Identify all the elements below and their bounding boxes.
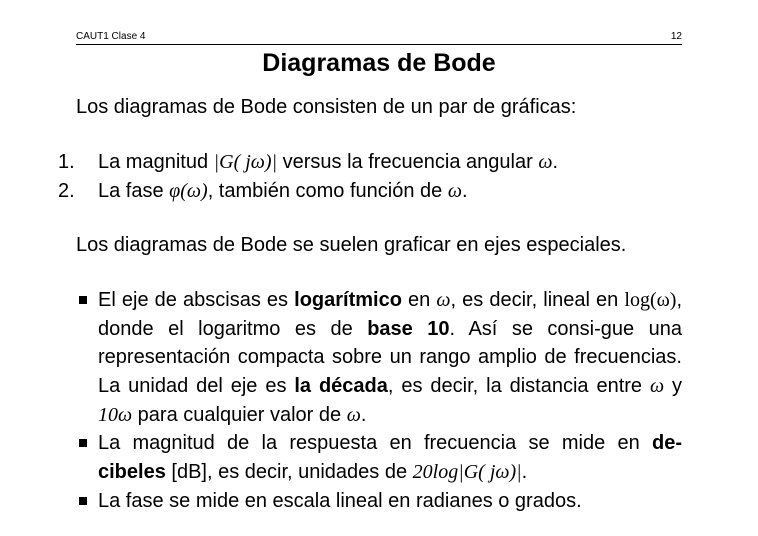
axes-paragraph: Los diagramas de Bode se suelen graficar en ejes especiales. — [76, 234, 627, 256]
bullet-1-text-c: , es decir, lineal en — [450, 289, 625, 311]
bullet-1-math-log: log(ω) — [624, 289, 677, 311]
item-2-math-phase: φ(ω) — [169, 180, 208, 202]
item-2-text-c: . — [461, 180, 468, 202]
bullet-1-text-f: , es decir, la distancia entre — [387, 375, 650, 398]
item-1-text-c: . — [552, 151, 559, 173]
bullet-3: La fase se mide en escala lineal en radianes o grados. — [98, 490, 582, 512]
slide-title: Diagramas de Bode — [262, 49, 496, 77]
bullet-1-text-b: en — [401, 289, 437, 311]
bullet-1-text-e: . Así se consi-gue una representación compacta sobre un rango amplio de frecuencias. La unidad del eje es — [98, 317, 682, 398]
item-1-math-omega: ω — [538, 151, 553, 173]
item-1-text-a: La magnitud — [98, 151, 214, 173]
bullet-1-bold-base: base 10 — [367, 317, 450, 340]
bullet-square-icon — [79, 439, 87, 447]
item-2-math-omega: ω — [447, 180, 462, 202]
bullet-1-text-g: y — [664, 375, 682, 398]
bullet-square-icon — [79, 296, 87, 304]
bullet-1-math-omega-2: ω — [649, 375, 665, 398]
bullet-1-math-omega: ω — [436, 289, 451, 311]
bullet-1-bold-log: logarítmico — [294, 289, 402, 311]
bullet-1-text-a: El eje de abscisas es — [98, 289, 295, 311]
item-2-text-a: La fase — [98, 180, 170, 202]
bullet-2-bold-decibels: de-cibeles — [98, 432, 682, 483]
bullet-1-math-10omega: 10ω — [98, 403, 133, 426]
item-2-number: 2. — [58, 180, 75, 202]
item-1-text-b: versus la frecuencia angular — [277, 151, 539, 173]
bullet-1-text-d: , donde el logaritmo es de — [98, 289, 683, 340]
bullet-2-text-a: La magnitud de la respuesta en frecuencia se mide en — [98, 432, 652, 454]
intro-text: Los diagramas de Bode consisten de un par de gráficas: — [76, 96, 577, 118]
bullet-1-text-h: para cualquier valor de — [132, 403, 347, 426]
bullet-2-text-c: . — [521, 460, 528, 483]
header-page-number: 12 — [670, 31, 682, 42]
item-1 — [98, 151, 558, 174]
bullet-1-bold-decade: la década — [294, 375, 388, 398]
header-rule — [76, 44, 682, 45]
item-1-math-magnitude: |G( jω)| — [213, 151, 278, 173]
bullet-2 — [98, 429, 682, 486]
item-1-number: 1. — [58, 151, 75, 173]
bullet-2-text-b: [dB], es decir, unidades de — [165, 460, 413, 483]
bullet-1 — [98, 286, 682, 430]
bullet-1-text-i: . — [360, 403, 367, 426]
bullet-square-icon — [79, 497, 87, 505]
bullet-2-math-20log: 20log|G( jω)| — [412, 460, 522, 483]
item-2-text-b: , también como función de — [207, 180, 448, 202]
bullet-1-math-omega-3: ω — [346, 403, 361, 426]
item-2 — [98, 180, 468, 203]
header-course: CAUT1 Clase 4 — [76, 31, 146, 42]
